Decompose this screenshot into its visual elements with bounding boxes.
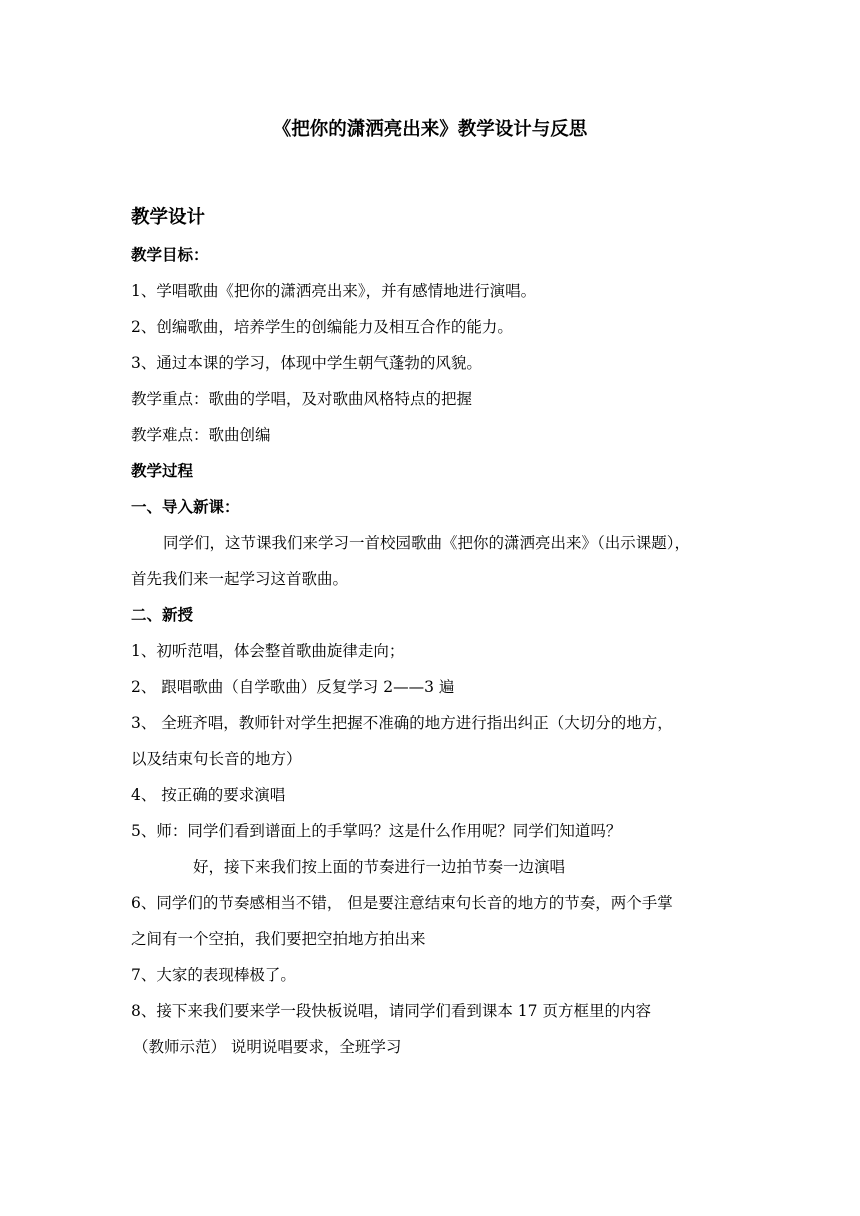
objectives-label: 教学目标： bbox=[131, 245, 209, 264]
step-5-continuation: 好，接下来我们按上面的节奏进行一边拍节奏一边演唱 bbox=[193, 858, 566, 876]
step-7: 7、大家的表现棒极了。 bbox=[131, 966, 296, 984]
step-6-line1: 6、同学们的节奏感相当不错， 但是要注意结束句长音的地方的节奏，两个手掌 bbox=[131, 894, 673, 912]
difficulty: 教学难点：歌曲创编 bbox=[131, 426, 271, 444]
objective-item-1: 1、学唱歌曲《把你的潇洒亮出来》，并有感情地进行演唱。 bbox=[131, 282, 537, 300]
step-5: 5、师：同学们看到谱面上的手掌吗？这是什么作用呢？同学们知道吗？ bbox=[131, 822, 622, 840]
step-1: 1、初听范唱，体会整首歌曲旋律走向； bbox=[131, 642, 405, 660]
step-6-line2: 之间有一个空拍，我们要把空拍地方拍出来 bbox=[131, 930, 426, 948]
document-title: 《把你的潇洒亮出来》教学设计与反思 bbox=[272, 119, 588, 140]
step-2: 2、 跟唱歌曲（自学歌曲）反复学习 2——3 遍 bbox=[131, 678, 455, 696]
step-4: 4、 按正确的要求演唱 bbox=[131, 786, 286, 804]
part1-paragraph-line1: 同学们，这节课我们来学习一首校园歌曲《把你的潇洒亮出来》（出示课题）， bbox=[163, 534, 691, 552]
objective-item-2: 2、创编歌曲，培养学生的创编能力及相互合作的能力。 bbox=[131, 318, 513, 336]
part1-paragraph-line2: 首先我们来一起学习这首歌曲。 bbox=[131, 570, 349, 588]
section-heading: 教学设计 bbox=[131, 207, 206, 228]
step-3-line1: 3、 全班齐唱，教师针对学生把握不准确的地方进行指出纠正（大切分的地方， bbox=[131, 714, 673, 732]
step-3-line2: 以及结束句长音的地方） bbox=[131, 750, 302, 768]
step-8: 8、接下来我们要来学一段快板说唱，请同学们看到课本 17 页方框里的内容 bbox=[131, 1002, 651, 1020]
part2-heading: 二、新授 bbox=[131, 605, 194, 624]
step-8-continuation: （教师示范） 说明说唱要求，全班学习 bbox=[133, 1038, 402, 1056]
process-label: 教学过程 bbox=[131, 461, 194, 480]
objective-item-3: 3、通过本课的学习，体现中学生朝气蓬勃的风貌。 bbox=[131, 354, 482, 372]
key-point: 教学重点：歌曲的学唱，及对歌曲风格特点的把握 bbox=[131, 390, 473, 408]
part1-heading: 一、导入新课： bbox=[131, 497, 240, 516]
